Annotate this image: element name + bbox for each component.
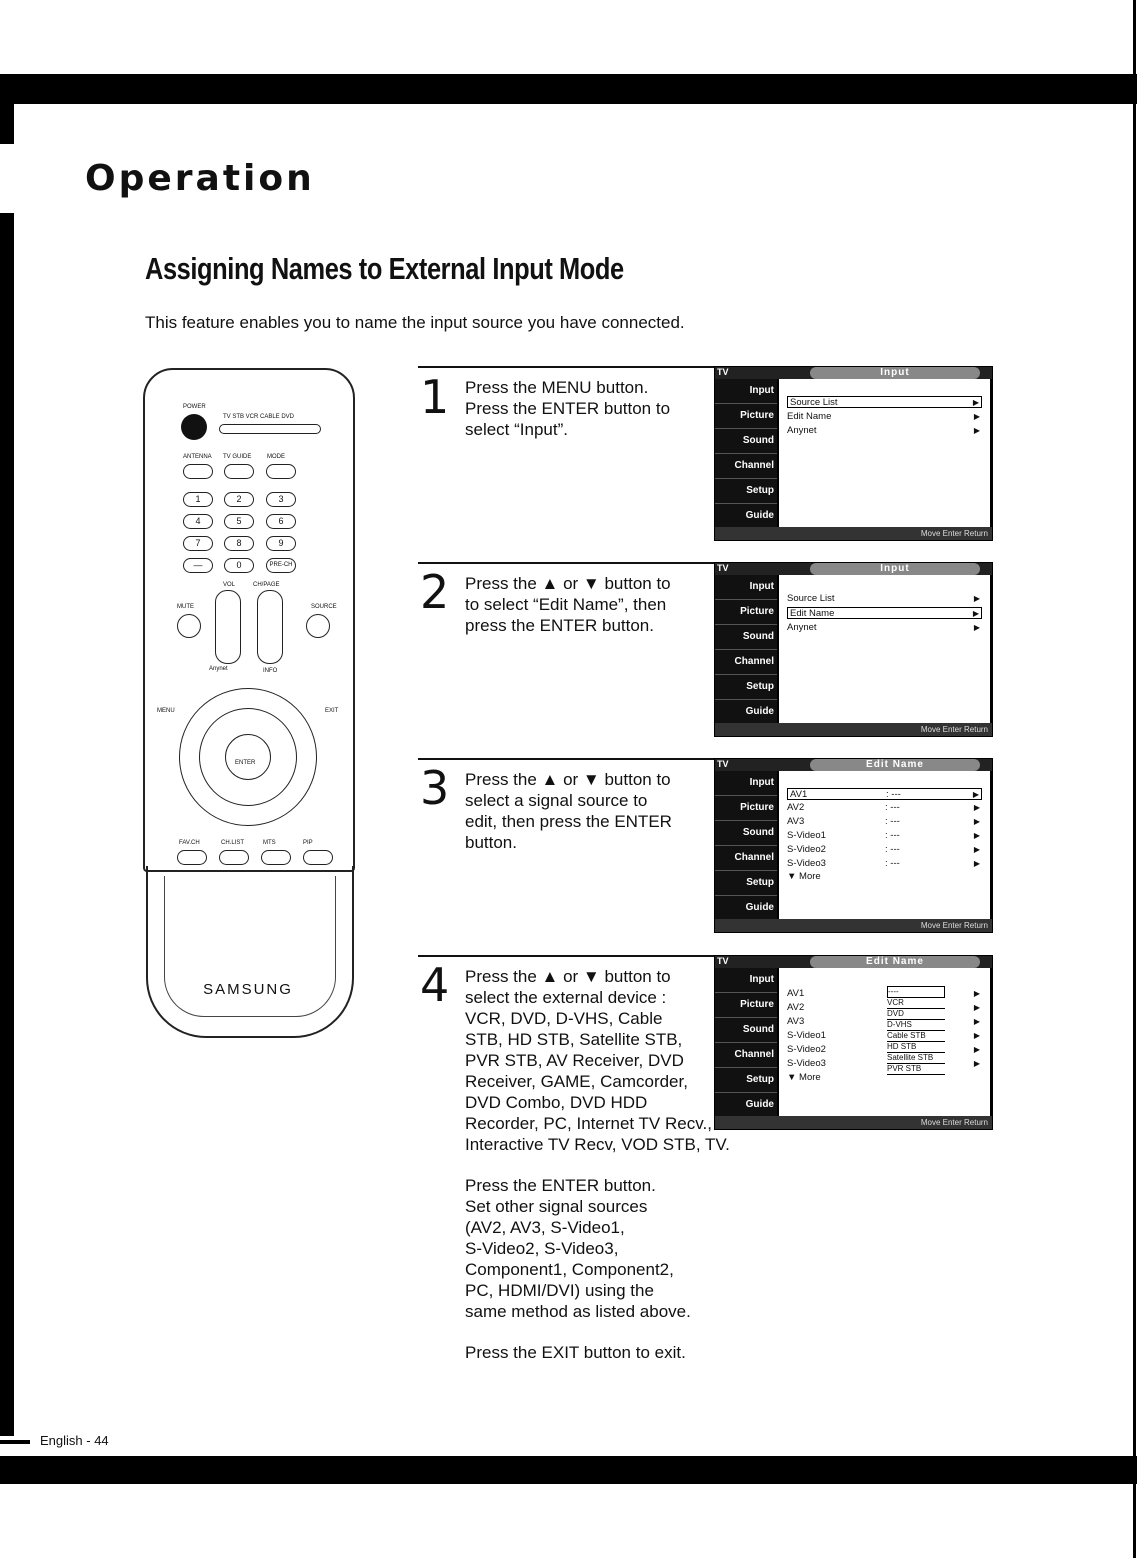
menu-item-edit-name: Edit Name ▶ (787, 607, 982, 619)
ch-label: CH/PAGE (253, 582, 280, 588)
step-2-number: 2 (420, 565, 450, 619)
key-5: 5 (224, 514, 254, 529)
menu-item-anynet: Anynet ▶ (787, 425, 980, 436)
osd-screen-3: TV Edit Name Input Picture Sound Channel Setup Guide AV1 : --- ▶ AV2 : --- ▶ AV3 : --- ▶ S-Video1 : --- ▶ S-Video2 : --- ▶ S-Video3 : --- ▶ ▼ More Move Enter Return (714, 758, 993, 933)
right-edge (1133, 0, 1136, 1558)
mode-key (266, 464, 296, 479)
anynet-label: Anynet (209, 666, 228, 672)
source-label: SOURCE (311, 604, 337, 610)
key-0: 0 (224, 558, 254, 573)
footer-dash (0, 1440, 30, 1444)
key-6: 6 (266, 514, 296, 529)
key-1: 1 (183, 492, 213, 507)
step-4-number: 4 (420, 958, 450, 1012)
step-3-rule (418, 758, 715, 760)
mts-label: MTS (263, 840, 276, 846)
enter-label: ENTER (235, 760, 256, 766)
remote-lower-cover (146, 866, 354, 1038)
antenna-label: ANTENNA (183, 454, 212, 460)
tvguide-label: TV GUIDE (223, 454, 252, 460)
step-3-text: Press the ▲ or ▼ button to select a signal source to edit, then press the ENTER button. (465, 770, 672, 852)
mode-labels: TV STB VCR CABLE DVD (223, 414, 295, 420)
key-4: 4 (183, 514, 213, 529)
key-7: 7 (183, 536, 213, 551)
chlist-key (219, 850, 249, 865)
step-1-number: 1 (420, 370, 450, 424)
key-9: 9 (266, 536, 296, 551)
mode-selector (219, 424, 321, 434)
menu-item-source-list: Source List ▶ (787, 396, 982, 408)
key-prech: PRE-CH (266, 558, 296, 573)
chlist-label: CH.LIST (221, 840, 245, 846)
channel-rocker (257, 590, 283, 664)
key-8: 8 (224, 536, 254, 551)
page-footer: English - 44 (40, 1433, 109, 1448)
pip-key (303, 850, 333, 865)
info-label: INFO (263, 668, 278, 674)
power-label: POWER (183, 404, 206, 410)
antenna-key (183, 464, 213, 479)
mode-label: MODE (267, 454, 285, 460)
left-bar (0, 213, 14, 1436)
enter-button (225, 734, 271, 780)
page-title: Assigning Names to External Input Mode (145, 251, 624, 286)
step-1-text: Press the MENU button. Press the ENTER button to select “Input”. (465, 378, 671, 439)
osd-screen-1: TV Input Input Picture Sound Channel Setup Guide Source List ▶ Edit Name ▶ Anynet ▶ Move Enter Return (714, 366, 993, 541)
source-button (306, 614, 330, 638)
key-dash: — (183, 558, 213, 573)
step-2-text: Press the ▲ or ▼ button to to select “Edit Name”, then press the ENTER button. (465, 574, 671, 635)
menu-label: MENU (157, 708, 175, 714)
volume-rocker (215, 590, 241, 664)
top-bar (0, 74, 1137, 104)
power-button (181, 414, 207, 440)
pip-label: PIP (303, 840, 313, 846)
menu-item-edit-name: Edit Name ▶ (787, 411, 980, 422)
remote-control-illustration (143, 368, 353, 1041)
step-2-rule (418, 562, 715, 564)
device-dropdown: ---- VCR DVD D-VHS Cable STB HD STB Satellite STB PVR STB (887, 986, 945, 1075)
mute-button (177, 614, 201, 638)
key-2: 2 (224, 492, 254, 507)
bottom-bar (0, 1456, 1137, 1484)
menu-item-anynet: Anynet ▶ (787, 622, 980, 633)
section-title: Operation (85, 158, 315, 199)
step-3-number: 3 (420, 761, 450, 815)
step-4-text: Press the ▲ or ▼ button to select the external device : VCR, DVD, D-VHS, Cable STB, HD STB, Satellite STB, PVR STB, AV Receiver, DVD Receiver, GAME, Camcorder, DVD Combo, DVD HDD Recorder, PC, Internet TV Recv., Interactive TV Recv, VOD STB, TV. Press the ENTER button. Set other signal sources (AV2, AV3, S-Video1, S-Video2, S-Video3, Component1, Component2, PC, HDMI/DVI) using the same method as listed above. Press the EXIT button to exit. (465, 967, 730, 1362)
menu-item-source-list: Source List ▶ (787, 593, 980, 604)
step-4-rule (418, 955, 715, 957)
exit-label: EXIT (325, 708, 339, 714)
step-1-rule (418, 366, 715, 368)
osd-screen-2: TV Input Input Picture Sound Channel Setup Guide Source List ▶ Edit Name ▶ Anynet ▶ Move Enter Return (714, 562, 993, 737)
osd-screen-4: TV Edit Name Input Picture Sound Channel Setup Guide AV1 ▶ AV2 ▶ AV3 ▶ S-Video1 ▶ S-Video2 ▶ S-Video3 ▶ ▼ More ---- VCR DVD D-VHS Cable STB HD STB Satellite STB PVR STB Move Enter Return (714, 955, 993, 1130)
mts-key (261, 850, 291, 865)
mute-label: MUTE (177, 604, 194, 610)
favch-label: FAV.CH (179, 840, 200, 846)
intro-text: This feature enables you to name the input source you have connected. (145, 313, 685, 332)
brand-logo: SAMSUNG (203, 981, 293, 998)
vol-label: VOL (223, 582, 236, 588)
favch-key (177, 850, 207, 865)
tvguide-key (224, 464, 254, 479)
key-3: 3 (266, 492, 296, 507)
left-tab (0, 74, 14, 144)
